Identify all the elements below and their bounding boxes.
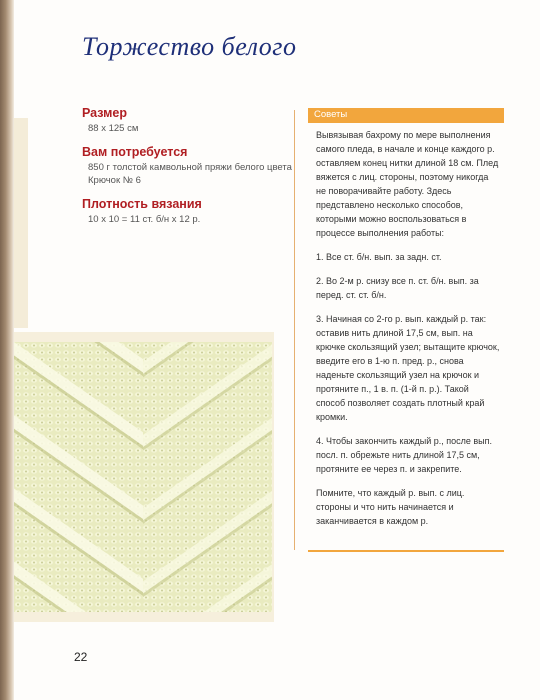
tips-rule [308,122,504,123]
tips-body [316,128,500,538]
tips-step-2: 2. Во 2-м р. снизу все п. ст. б/н. вып. за перед. ст. ст. б/н. [316,276,479,300]
tips-step-4: 4. Чтобы закончить каждый р., после вып. посл. п. обрежьте нить длиной 17,5 см, протяните ее через п. и закрепите. [316,436,493,474]
size-heading: Размер [82,106,128,120]
knit-sample-photo [14,342,272,612]
tips-bottom-rule [308,550,504,552]
column-divider [294,110,295,550]
tips-header [308,108,504,122]
specs-column [82,106,292,236]
page-number: 22 [74,650,88,664]
tips-intro: Вывязывая бахрому по мере выполнения самого пледа, в начале и конце каждого р. оставляем конец нитки длиной 18 см. Плед вяжется с лиц. стороны, поэтому никогда не поворачивайте работу. Здесь представлено несколько способов, которыми можно воспользоваться в процессе выполнения работы: [316,130,499,238]
book-spine [0,0,14,700]
materials-block [82,161,292,187]
knit-texture [14,342,272,612]
gauge-value: 10 x 10 = 11 ст. б/н x 12 р. [88,214,201,225]
tips-heading: Советы [314,109,348,120]
decorative-band [14,118,28,328]
gauge-heading: Плотность вязания [82,197,202,211]
materials-heading: Вам потребуется [82,145,188,159]
tips-step-3: 3. Начиная со 2-го р. вып. каждый р. так: оставив нить длиной 17,5 см, вып. на крючке скользящий узел; вытащите крючок, введите его в 1-ю п. пред. р., снова наденьте скользящий узел на крючок и протяните п., 1 в. п. (1-й п. р.). Такой способ позволяет создать плотный край кромки. [316,314,500,422]
page-title: Торжество белого [82,32,297,61]
tips-note: Помните, что каждый р. вып. с лиц. стороны и что нить начинается и заканчивается в каждом р. [316,488,465,526]
tips-step-1: 1. Все ст. б/н. вып. за задн. ст. [316,252,442,262]
materials-hook: Крючок № 6 [88,175,141,186]
materials-yarn: 850 г толстой камвольной пряжи белого цвета [88,162,292,173]
size-value: 88 x 125 см [88,123,139,134]
